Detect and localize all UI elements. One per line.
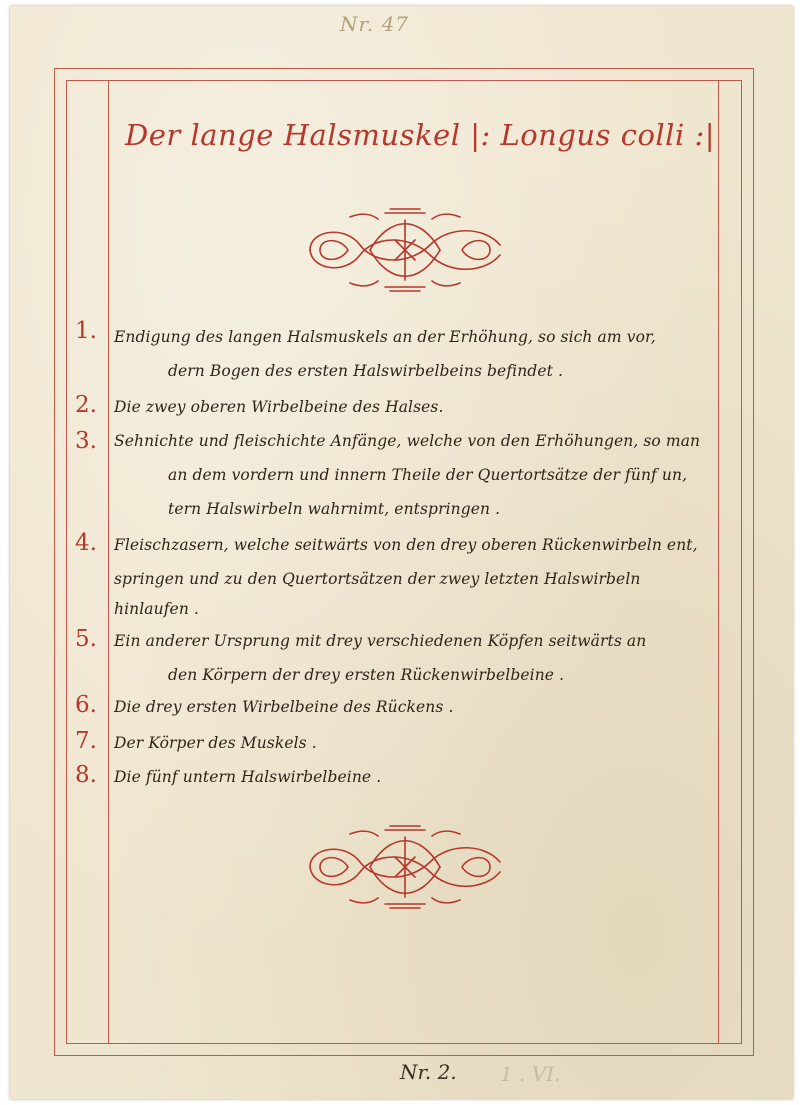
entry-line: dern Bogen des ersten Halswirbelbeins befindet . [168, 362, 563, 380]
entry-line: Der Körper des Muskels . [114, 734, 317, 752]
flourish-ornament-bottom-icon [290, 822, 520, 912]
entry-line: den Körpern der drey ersten Rückenwirbelbeine . [168, 666, 565, 684]
page-number-top: Nr. 47 [340, 12, 410, 36]
entry-line: Ein anderer Ursprung mit drey verschiedenen Köpfen seitwärts an [114, 632, 647, 650]
left-margin-rule [108, 80, 109, 1044]
entry-line: hinlaufen . [114, 600, 199, 618]
entry-line: tern Halswirbeln wahrnimt, entspringen . [168, 500, 501, 518]
flourish-ornament-top-icon [290, 205, 520, 295]
entry-number: 1. [75, 318, 97, 344]
entry-number: 6. [75, 692, 97, 718]
entry-line: Sehnichte und fleischichte Anfänge, welche von den Erhöhungen, so man [114, 432, 701, 450]
entry-line: an dem vordern und innern Theile der Quertortsätze der fünf un, [168, 466, 688, 484]
entry-line: Endigung des langen Halsmuskels an der Erhöhung, so sich am vor, [114, 328, 656, 346]
entry-number: 2. [75, 392, 97, 418]
entry-number: 4. [75, 530, 97, 556]
entry-number: 3. [75, 428, 97, 454]
entry-number: 5. [75, 626, 97, 652]
faint-pencil-mark: 1 . VI. [500, 1062, 561, 1086]
entry-number: 8. [75, 762, 97, 788]
entry-line: Die fünf untern Halswirbelbeine . [114, 768, 382, 786]
right-margin-rule [718, 80, 719, 1044]
page-number-bottom: Nr. 2. [400, 1060, 457, 1084]
entry-number: 7. [75, 728, 97, 754]
page-title: Der lange Halsmuskel |: Longus colli :| [125, 118, 715, 152]
entry-line: Fleischzasern, welche seitwärts von den drey oberen Rückenwirbeln ent, [114, 536, 698, 554]
entry-line: springen und zu den Quertortsätzen der zwey letzten Halswirbeln [114, 570, 641, 588]
entry-line: Die zwey oberen Wirbelbeine des Halses. [114, 398, 444, 416]
entry-line: Die drey ersten Wirbelbeine des Rückens . [114, 698, 454, 716]
